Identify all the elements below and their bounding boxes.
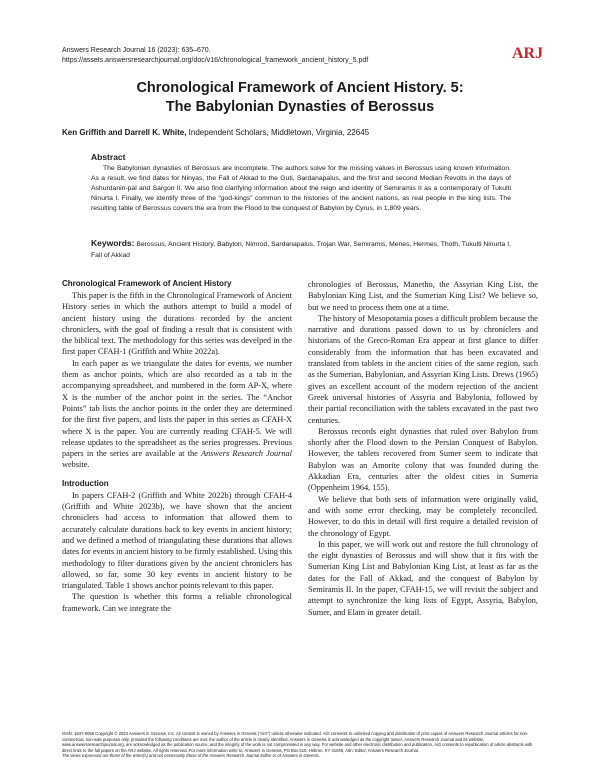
left-column (62, 279, 292, 614)
title-line-1: Chronological Framework of Ancient History. 5: (136, 80, 464, 96)
paragraph: Berossus records eight dynasties that ruled over Babylon from shortly after the Flood down to the Persian Conquest of Babylon. However, the tablets recovered from Sumer seem to indicate that Babylon was an Amorite colony that was founded during the Akkadian Era, centuries after the oldest cities in Sumeria (Oppenheim 1964, 155). (308, 426, 538, 493)
arj-logo-text: ARJ (512, 45, 544, 62)
section-heading-introduction: Introduction (62, 478, 109, 488)
copyright-text: ISSN: 1937-9056 Copyright © 2023 Answers in Genesis, Inc. All content is owned by Answers in Genesis (“AiG”) unless otherwise indicated. AiG consents to unlimited copying and distribution of print copies of Answers Research Journal articles for non-commercial, non-sale purposes only, provided the following conditions are met: the author of the article is clearly identified; Answers in Genesis is acknowledged as the copyright owner; Answers Research Journal and its website, www.answersresearchjournal.org, are acknowledged as the publication source; and the integrity of the work is not compromised in any way. For website and other electronic distribution and publication, AiG consents to republication of article abstracts with direct links to the full papers on the ARJ website. All rights reserved. For more information write to: Answers in Genesis, PO Box 510, Hebron, KY 41048, Attn: Editor, Answers Research Journal. (62, 731, 533, 753)
author-names: Ken Griffith and Darrell K. White, (62, 128, 187, 137)
paragraph: In this paper, we will work out and restore the full chronology of the eight dynasties of Berossus and will show that it fits with the Sumerian King List and Babylonian King List, at least as far as the dates for the Fall of Akkad, and the conquest of Babylon by Semiramis II. In the paper, CFAH-15, we will revisit the subject and attempt to synchronize the king lists of Egypt, Assyria, Babylon, Sumer, and Elam in greater detail. (308, 539, 538, 617)
author-affiliation: Independent Scholars, Middletown, Virginia, 22645 (186, 128, 370, 137)
paragraph-text-end: website. (62, 460, 90, 470)
paragraph (62, 358, 292, 471)
paragraph: chronologies of Berossus, Manetho, the Assyrian King List, the Babylonian King List, and the Sumerian King List? We believe so, but we need to process them one at a time. (308, 280, 538, 312)
paragraph: We believe that both sets of information were originally valid, and with some error checking, may be completely reconciled. However, to do this in detail will first require a detailed revision of the chronology of Egypt. (308, 494, 538, 538)
author-line (62, 128, 542, 138)
paragraph: The question is whether this forms a reliable chronological framework. Can we integrate the (62, 592, 292, 613)
keywords-list: Berossus, Ancient History, Babylon, Nimrod, Sardanapalus, Trojan War, Semiramis, Menes, Hermes, Thoth, Tukulti Ninurta I, Fall of Akkad (91, 241, 511, 259)
abstract-heading: Abstract (91, 152, 126, 162)
journal-citation: Answers Research Journal 16 (2023): 635–670. (62, 47, 211, 54)
disclaimer-text: The views expressed are those of the writer(s) and not necessarily those of the Answers Research Journal Editor or of Answers in Genesis. (62, 753, 321, 759)
right-column (308, 279, 538, 618)
paragraph: The history of Mesopotamia poses a difficult problem because the narrative and durations passed down to us by chroniclers and historians of the Greco-Roman Era appear at first glance to differ considerably from the information that has been excavated and translated from tablets in the ancient cities of the same region, such as the Sumerian, Babylonian, and Assyrian King Lists. Drews (1965) gives an excellent account of the modern rejection of the ancient Greek universal histories of Assyria and Babylonia, followed by their partial reconciliation with the tablets excavated in the past two centuries. (308, 313, 538, 425)
arj-logo (512, 46, 543, 63)
paragraph: In papers CFAH-2 (Griffith and White 2022b) through CFAH-4 (Griffith and White 2023b), we have shown that the ancient chroniclers had access to information that allowed them to accurately calculate durations back to key events in ancient history; and we defined a method of triangulating these durations that allows dates for events in ancient history to be firmly established. Using this methodology to filter durations given by the ancient chroniclers has allowed, so far, some 30 key events in ancient history to be triangulated. Table 1 shows anchor points relevant to this paper. (62, 490, 292, 591)
keywords (91, 238, 511, 261)
keywords-label: Keywords: (91, 238, 135, 248)
title-line-2: The Babylonian Dynasties of Berossus (165, 99, 435, 115)
copyright-footer (62, 731, 538, 759)
section-heading-cfah: Chronological Framework of Ancient History (62, 279, 232, 288)
article-title (40, 79, 560, 117)
journal-name: Answers Research Journal (201, 449, 292, 459)
abstract-text: The Babylonian dynasties of Berossus are incomplete. The authors solve for the missing values in Berossus using known information. As a result, we find dates for Ninyas, the Fall of Akkad to the Guti, Sardanapalus, and the first and second Median Revolts in the days of Ashurdanin-pal and Sargon II. We also find clarifying information about the reign and identity of Semiramis II as a contemporary of Tukulti Ninurta I. Finally, we identify three of the “god-kings” common to the histories of the ancient nations, as real people in the king lists. The resulting table of Berossus covers the era from the Flood to the conquest of Babylon by Cyrus, in 1,809 years. (91, 165, 511, 212)
journal-header (62, 46, 368, 65)
paragraph: This paper is the fifth in the Chronological Framework of Ancient History series in which the authors attempt to build a model of ancient history using the durations recorded by the ancient chroniclers, with the goal of finding a result that is consistent with the biblical text. The methodology for this series was develped in the first paper CFAH-1 (Griffith and White 2022a). (62, 291, 292, 357)
article-url[interactable]: https://assets.answersresearchjournal.org/doc/v16/chronological_framework_ancient_history_5.pdf (62, 56, 369, 64)
paragraph-text: In each paper as we triangulate the dates for events, we number them as anchor points, which are also recorded as a tab in the accompanying spreadsheet, and numbered in the form AP-X, where X is the number of the anchor point in the series. The “Anchor Points” tab lists the anchor points in the order they are determined for the first five papers, and lists the paper in this series as CFAH-X where X is the paper. You are currently reading CFAH-5. We will release updates to the spreadsheet as the series progresses. Previous papers in the series are available at the (62, 358, 292, 459)
